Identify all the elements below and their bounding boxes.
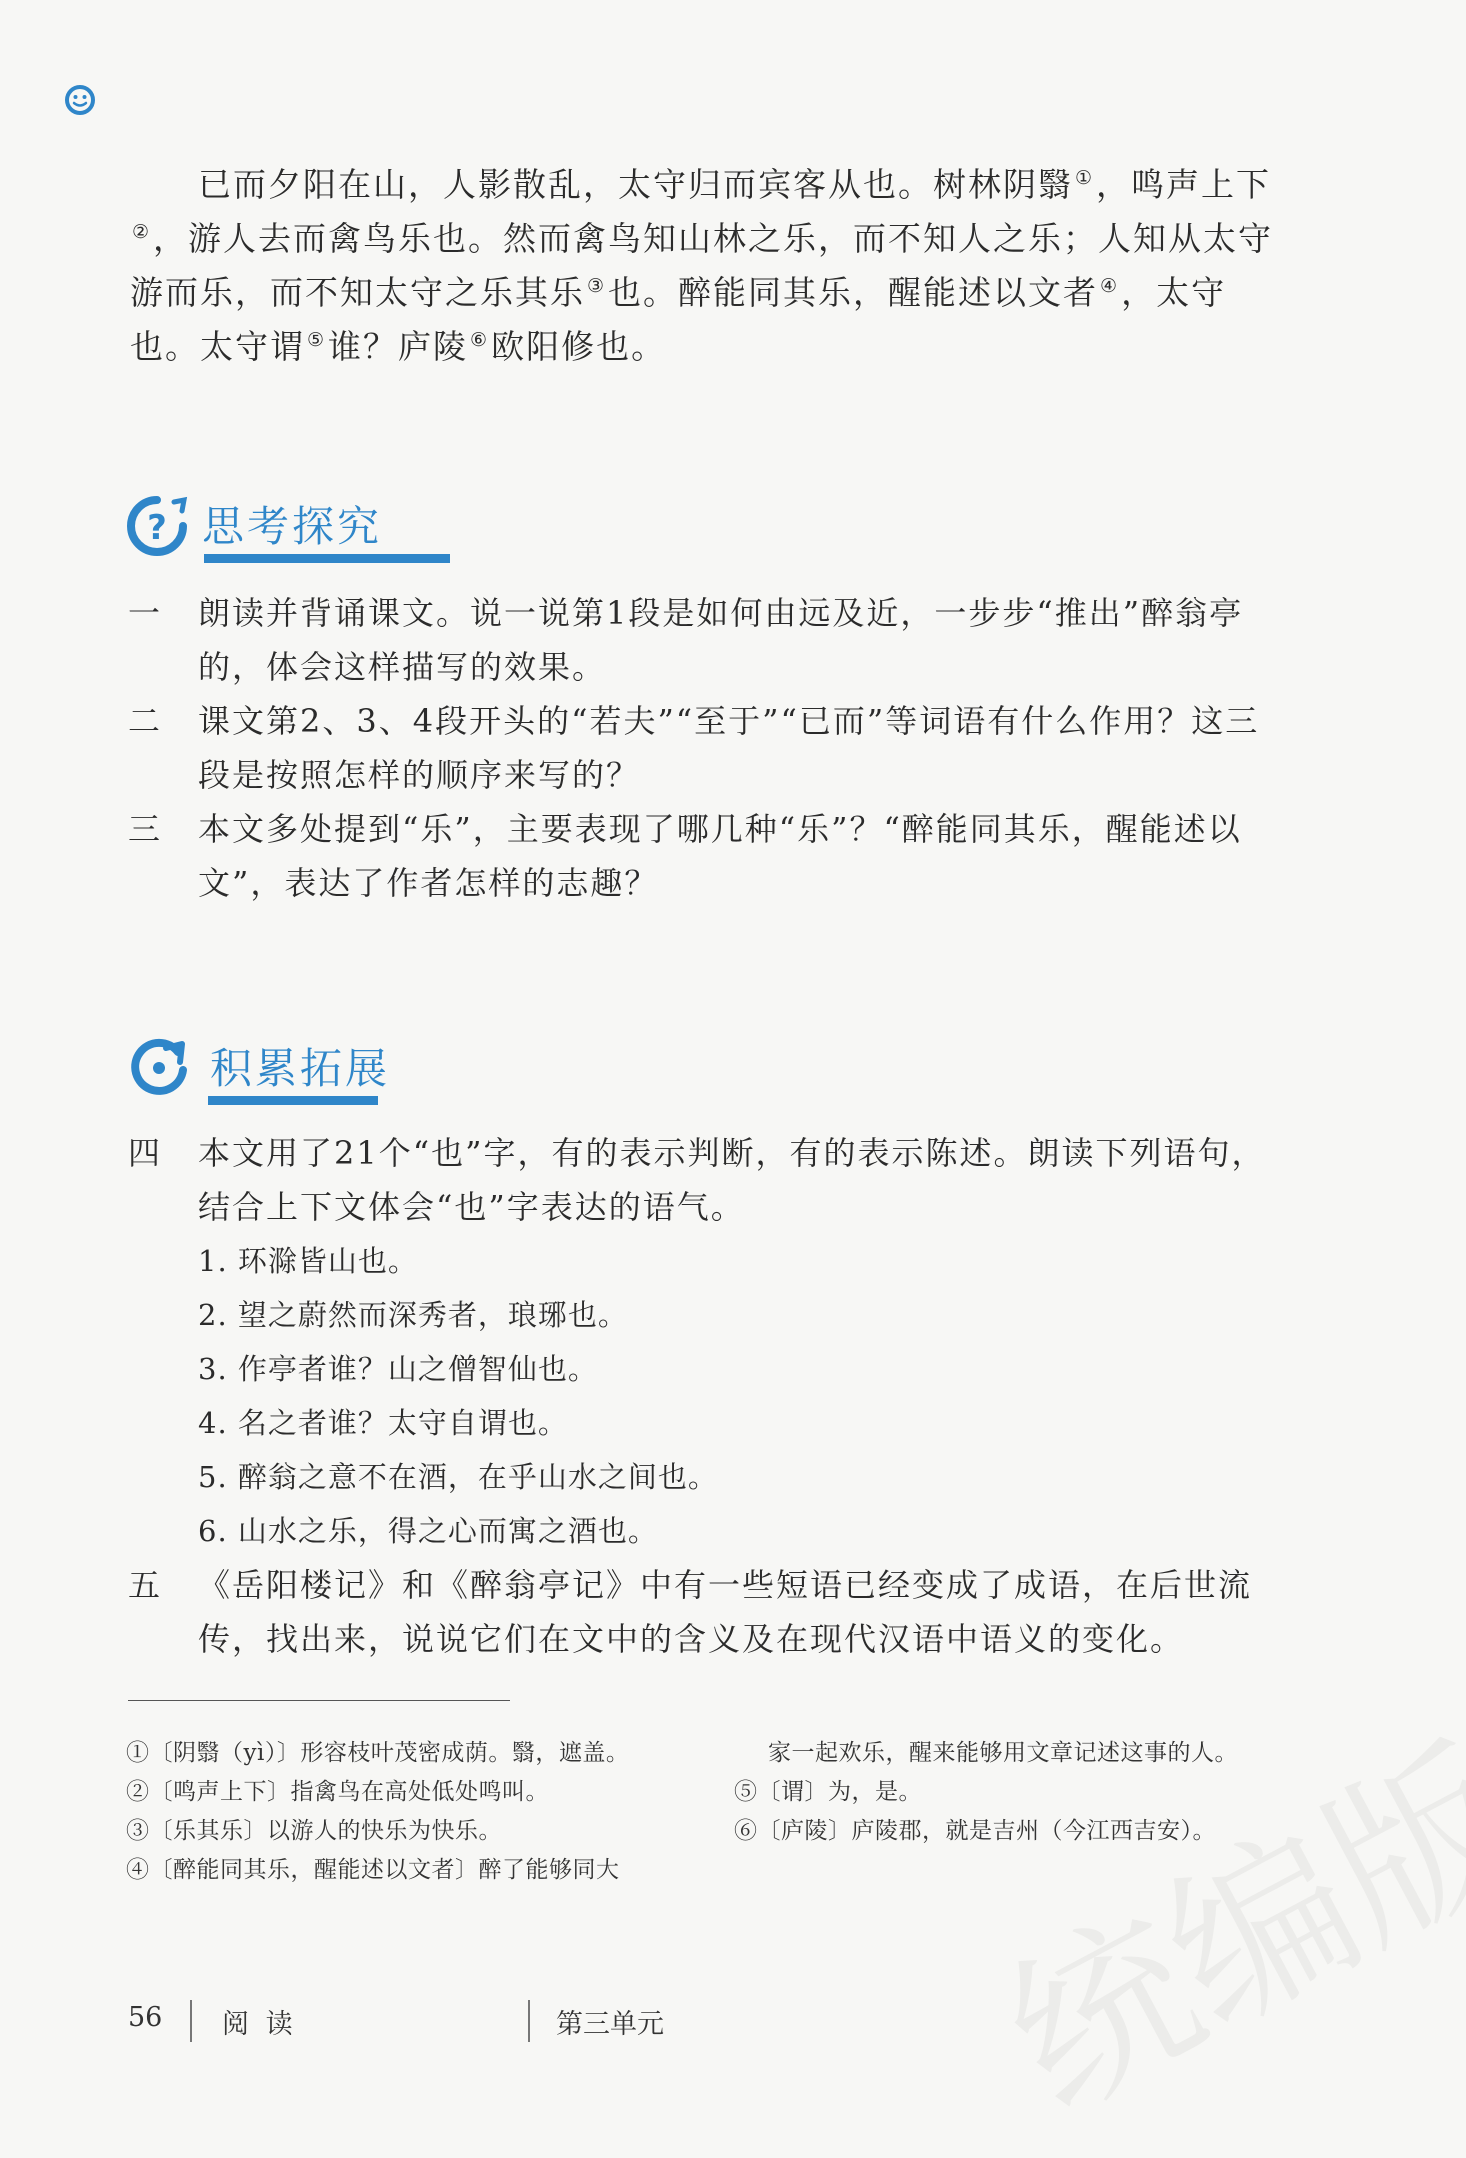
title-underline [204,554,450,563]
question-number: 一 [128,594,163,632]
sentence-item: 3. 作亭者谁？山之僧智仙也。 [198,1352,598,1386]
paragraph-text: 欧阳修也。 [491,327,667,366]
paragraph-body [130,158,1280,374]
question-text: 本文用了21个“也”字，有的表示判断，有的表示陈述。朗读下列语句，结合上下文体会“也”字表达的语气。 [198,1134,1266,1226]
question-text: 课文第2、3、4段开头的“若夫”“至于”“已而”等词语有什么作用？这三段是按照怎样的顺序来写的？ [198,702,1260,794]
footnotes-left [126,1734,686,1890]
footer-section: 阅 读 [222,2009,297,2040]
footnote-marker: ⑤ [307,329,327,351]
section-title: 积累拓展 [210,1044,391,1093]
paragraph-text: ，游人去而禽鸟乐也。然而禽鸟知山林之乐，而不知人之乐；人知从太守游而乐，而不知太守之乐其乐 [130,219,1274,312]
footnote-divider [128,1700,510,1701]
paragraph-text: 已而夕阳在山，人影散乱，太守归而宾客从也。树林阴翳 [198,165,1073,204]
question-number: 五 [128,1566,163,1604]
paragraph-text: 谁？庐陵 [328,327,469,366]
text-paragraph [130,158,1280,374]
section-header-accumulate [126,1030,456,1120]
question-number: 二 [128,702,163,740]
question-item [128,1558,1288,1666]
question-text: 朗读并背诵课文。说一说第1段是如何由远及近，一步步“推出”醉翁亭的，体会这样描写的效果。 [198,594,1244,686]
sentence-item: 6. 山水之乐，得之心而寓之酒也。 [198,1514,658,1548]
footer-separator [528,2000,530,2042]
question-item [128,586,1288,694]
paragraph-text: ，太守也。太守谓 [130,273,1227,366]
smiley-icon [64,84,96,116]
footnote-item: ③〔乐其乐〕以游人的快乐为快乐。 [126,1818,502,1844]
sentence-item: 5. 醉翁之意不在酒，在乎山水之间也。 [198,1460,718,1494]
footnote-item: ④〔醉能同其乐，醒能述以文者〕醉了能够同大 [126,1857,620,1883]
section-title: 思考探究 [202,502,383,551]
question-item [128,802,1288,910]
footnote-item: ②〔鸣声上下〕指禽鸟在高处低处鸣叫。 [126,1779,549,1805]
sentence-item: 1. 环滁皆山也。 [198,1244,418,1278]
paragraph-text: ，鸣声上下 [1096,165,1272,204]
footnote-continuation: 家一起欢乐，醒来能够用文章记述这事的人。 [768,1740,1238,1766]
question-circle-icon [126,494,188,558]
sentence-item: 2. 望之蔚然而深秀者，琅琊也。 [198,1298,628,1332]
question-text: 本文多处提到“乐”，主要表现了哪几种“乐”？“醉能同其乐，醒能述以文”，表达了作者怎样的志趣？ [198,810,1242,902]
footnote-item: ⑤〔谓〕为，是。 [734,1779,922,1805]
section-header-thinking [126,488,446,578]
question-list-2 [128,1126,1288,1666]
page-number: 56 [128,2002,163,2033]
question-list-1 [128,586,1288,910]
footnote-marker: ② [132,221,152,243]
sentence-item: 4. 名之者谁？太守自谓也。 [198,1406,568,1440]
footnote-marker: ④ [1100,275,1120,297]
footnote-marker: ③ [587,275,607,297]
footer-separator [190,2000,192,2042]
footnote-item: ①〔阴翳（yì）〕形容枝叶茂密成荫。翳，遮盖。 [126,1740,630,1766]
footnote-marker: ⑥ [470,329,490,351]
footnote-marker: ① [1075,167,1095,189]
question-number: 三 [128,810,163,848]
refresh-arrow-icon [126,1032,192,1098]
question-item [128,1126,1288,1234]
question-number: 四 [128,1134,163,1172]
svg-text:?: ? [147,508,167,548]
question-text: 《岳阳楼记》和《醉翁亭记》中有一些短语已经变成了成语，在后世流传，找出来，说说它们在文中的含义及在现代汉语中语义的变化。 [198,1566,1253,1658]
footnote-item: ⑥〔庐陵〕庐陵郡，就是吉州（今江西吉安）。 [734,1818,1216,1844]
title-underline [208,1096,378,1105]
footer-unit: 第三单元 [556,2009,664,2040]
paragraph-text: 也。醉能同其乐，醒能述以文者 [608,273,1099,312]
question-item [128,694,1288,802]
